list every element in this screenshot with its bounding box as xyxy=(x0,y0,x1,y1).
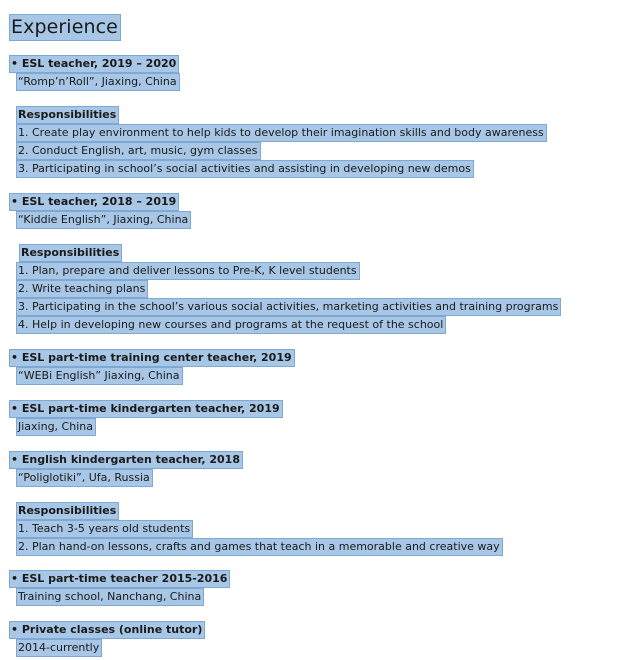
job-subtitle: “Kiddie English”, Jiaxing, China xyxy=(16,211,191,229)
job-title: • Private classes (online tutor) xyxy=(9,621,205,639)
job-subtitle: “WEBi English” Jiaxing, China xyxy=(16,367,183,385)
job-title: • English kindergarten teacher, 2018 xyxy=(9,451,243,469)
responsibilities-label: Responsibilities xyxy=(16,502,119,520)
job-title: • ESL part-time kindergarten teacher, 2019 xyxy=(9,400,283,418)
responsibility-item: 1. Create play environment to help kids to develop their imagination skills and body awareness xyxy=(16,124,547,142)
responsibility-item: 1. Teach 3-5 years old students xyxy=(16,520,193,538)
responsibility-item: 2. Conduct English, art, music, gym classes xyxy=(16,142,261,160)
job-subtitle: Jiaxing, China xyxy=(16,418,96,436)
responsibilities-label: Responsibilities xyxy=(16,106,119,124)
job-title: • ESL part-time teacher 2015-2016 xyxy=(9,570,230,588)
job-title: • ESL teacher, 2019 – 2020 xyxy=(9,55,179,73)
job-subtitle: 2014-currently xyxy=(16,639,102,657)
job-title: • ESL part-time training center teacher, 2019 xyxy=(9,349,295,367)
job-subtitle: “Poliglotiki”, Ufa, Russia xyxy=(16,469,153,487)
responsibility-item: 1. Plan, prepare and deliver lessons to Pre-K, K level students xyxy=(16,262,360,280)
job-subtitle: Training school, Nanchang, China xyxy=(16,588,204,606)
responsibility-item: 4. Help in developing new courses and programs at the request of the school xyxy=(16,316,446,334)
job-title: • ESL teacher, 2018 – 2019 xyxy=(9,193,179,211)
responsibilities-label: Responsibilities xyxy=(19,244,122,262)
section-title: Experience xyxy=(9,14,121,41)
responsibility-item: 2. Write teaching plans xyxy=(16,280,148,298)
responsibility-item: 3. Participating in the school’s various social activities, marketing activities and training programs xyxy=(16,298,561,316)
job-subtitle: “Romp’n’Roll”, Jiaxing, China xyxy=(16,73,180,91)
responsibility-item: 2. Plan hand-on lessons, crafts and games that teach in a memorable and creative way xyxy=(16,538,503,556)
responsibility-item: 3. Participating in school’s social activities and assisting in developing new demos xyxy=(16,160,474,178)
